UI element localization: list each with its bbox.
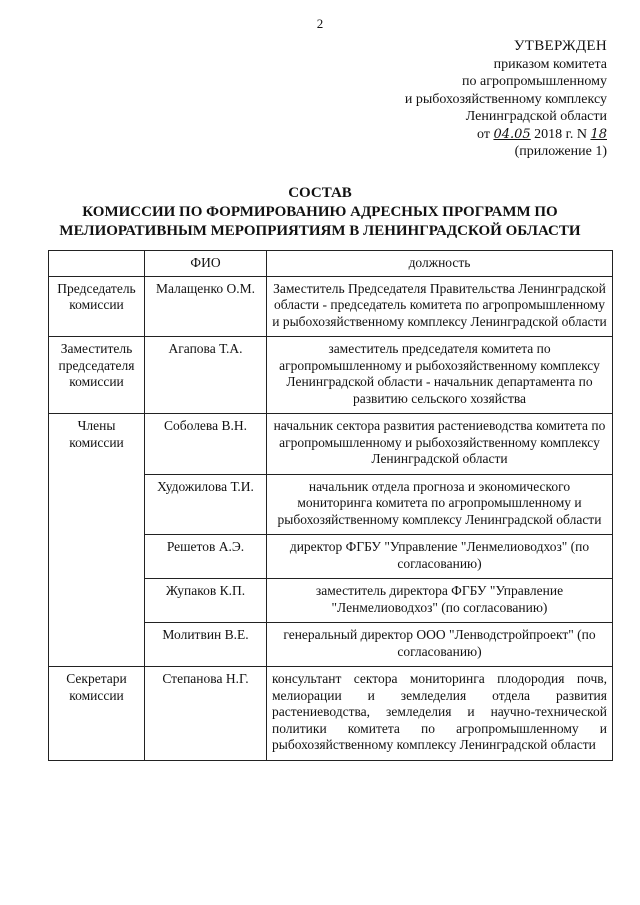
name-cell: Степанова Н.Г. [145, 667, 267, 761]
appendix-label: (приложение 1) [514, 144, 607, 159]
table-row [49, 535, 613, 579]
approval-line: по агропромышленному [462, 74, 607, 89]
approval-date-line [405, 126, 607, 144]
approval-line: и рыбохозяйственному комплексу [404, 91, 607, 107]
role-cell: Заместитель председателя комиссии [49, 337, 145, 414]
table-row [49, 474, 613, 535]
title-line: МЕЛИОРАТИВНЫМ МЕРОПРИЯТИЯМ В ЛЕНИНГРАДСКОЙ ОБЛАСТИ [59, 223, 581, 239]
position-cell: начальник сектора развития растениеводства комитета по агропромышленному и рыбохозяйственному комплексу Ленинградской области [267, 414, 613, 475]
role-cell: Председатель комиссии [49, 276, 145, 337]
role-cell: Секретари комиссии [49, 667, 145, 761]
role-cell-empty [49, 474, 145, 535]
approval-line: приказом комитета [493, 56, 607, 72]
position-cell: консультант сектора мониторинга плодородия почв, мелиорации и земледелия отдела развития растениеводства, земледелия и научно-технической политики комитета по агропромышленному и рыбохозяйственному комплексу Ленинградской области [267, 667, 613, 761]
position-cell: заместитель директора ФГБУ "Управление "Ленмелиоводхоз" (по согласованию) [267, 579, 613, 623]
header-position: должность [267, 251, 613, 277]
role-cell: Члены комиссии [49, 414, 145, 475]
table-row [49, 667, 613, 761]
position-cell: генеральный директор ООО "Ленводстройпроект" (по согласованию) [267, 623, 613, 667]
handwritten-date: 04.05 [493, 126, 531, 142]
approval-block [405, 38, 607, 161]
position-cell: заместитель председателя комитета по агропромышленному и рыбохозяйственному комплексу Ленинградской области - начальник департамента по развитию сельского хозяйства [267, 337, 613, 414]
name-cell: Жупаков К.П. [145, 579, 267, 623]
title-line: СОСТАВ [288, 185, 352, 201]
page-number: 2 [316, 16, 324, 31]
name-cell: Соболева В.Н. [145, 414, 267, 475]
date-suffix: 2018 г. N [534, 126, 587, 142]
date-prefix: от [477, 126, 490, 142]
table-row [49, 623, 613, 667]
position-cell: директор ФГБУ "Управление "Ленмелиоводхоз" (по согласованию) [267, 535, 613, 579]
name-cell: Художилова Т.И. [145, 474, 267, 535]
table-row [49, 579, 613, 623]
name-cell: Молитвин В.Е. [145, 623, 267, 667]
approval-heading: УТВЕРЖДЕН [513, 38, 607, 54]
table-row [49, 337, 613, 414]
header-name: ФИО [145, 251, 267, 277]
name-cell: Агапова Т.А. [145, 337, 267, 414]
position-cell: Заместитель Председателя Правительства Ленинградской области - председатель комитета по агропромышленному и рыбохозяйственному комплексу Ленинградской области [267, 276, 613, 337]
name-cell: Малащенко О.М. [145, 276, 267, 337]
table-row [49, 276, 613, 337]
handwritten-number: 18 [590, 126, 607, 142]
role-cell-empty [49, 579, 145, 623]
position-cell: начальник отдела прогноза и экономического мониторинга комитета по агропромышленному и рыбохозяйственному комплексу Ленинградской области [267, 474, 613, 535]
commission-table [48, 250, 613, 761]
table-row [49, 414, 613, 475]
header-role [49, 251, 145, 277]
approval-line: Ленинградской области [465, 109, 607, 124]
table-header-row [49, 251, 613, 277]
title-line: КОМИССИИ ПО ФОРМИРОВАНИЮ АДРЕСНЫХ ПРОГРАММ ПО [82, 204, 558, 220]
role-cell-empty [49, 535, 145, 579]
role-cell-empty [49, 623, 145, 667]
name-cell: Решетов А.Э. [145, 535, 267, 579]
document-title [0, 184, 640, 241]
